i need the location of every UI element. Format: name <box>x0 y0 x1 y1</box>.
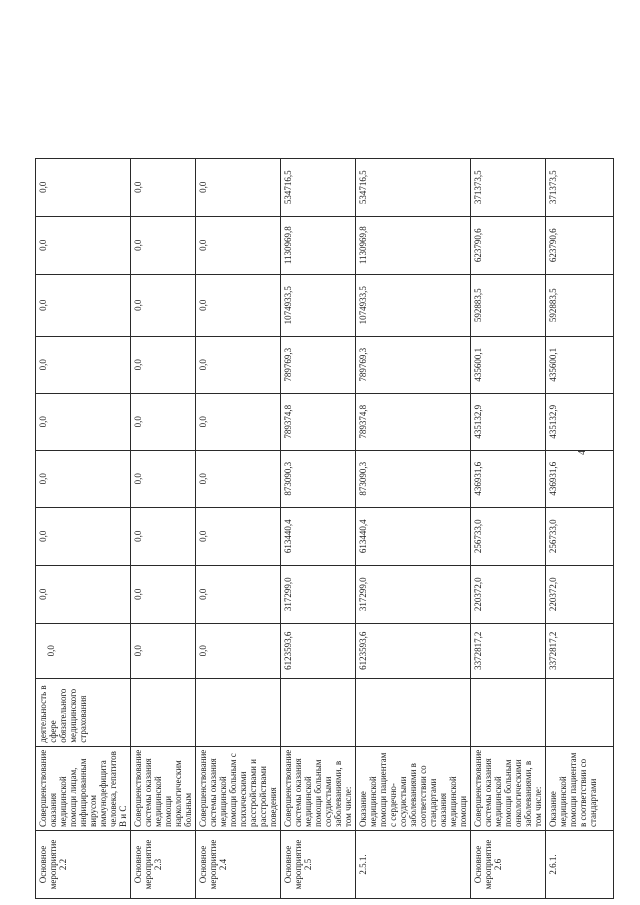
value-cell: 435132,9 <box>471 393 546 450</box>
value-cell: 435600,1 <box>471 336 546 393</box>
row-description: Совершенствование оказания медицинской помощи лицам, инфицированным вирусом иммунодефицита человека, гепатитов B и C <box>36 746 131 830</box>
row-code: Основное мероприятие 2.5 <box>281 831 356 899</box>
value-cell: 436931,6 <box>546 450 614 507</box>
budget-table <box>35 100 614 899</box>
value-cell: 0,0 <box>36 336 131 393</box>
row-description: Оказание медицинской помощи пациентам в соответствии со стандартами <box>546 746 614 830</box>
value-cell: 0,0 <box>36 507 131 565</box>
value-cell: 534716,5 <box>356 158 471 216</box>
table-row <box>196 100 281 898</box>
value-cell: 0,0 <box>131 623 196 678</box>
value-cell: 0,0 <box>131 565 196 623</box>
value-cell: 1074933,5 <box>281 274 356 336</box>
value-cell: 435132,9 <box>546 393 614 450</box>
value-cell: 0,0 <box>36 274 131 336</box>
value-cell: 0,0 <box>196 623 281 678</box>
value-cell: 220372,0 <box>546 565 614 623</box>
value-cell: 592883,5 <box>546 274 614 336</box>
value-cell: 789374,8 <box>356 393 471 450</box>
row-description: Оказание медицинской помощи пациентам с сердечно-сосудистыми заболеваниями в соответствии со стандартами оказания медицинской помощи <box>356 746 471 830</box>
page-number: 4 <box>577 450 588 455</box>
value-cell: 0,0 <box>196 158 281 216</box>
row-funding-source <box>471 678 546 746</box>
value-cell: 436931,6 <box>471 450 546 507</box>
value-cell: 256733,0 <box>546 507 614 565</box>
table-row <box>546 100 614 898</box>
value-cell: 220372,0 <box>471 565 546 623</box>
row-funding-source <box>356 678 471 746</box>
row-funding-source: деятельность в сфере обязательного медицинского страхования <box>36 678 131 746</box>
value-cell: 534716,5 <box>281 158 356 216</box>
value-cell: 3372817,2 <box>546 623 614 678</box>
value-cell: 0,0 <box>131 393 196 450</box>
value-cell: 0,0 <box>196 393 281 450</box>
value-cell: 0,0 <box>196 565 281 623</box>
value-cell: 789374,8 <box>281 393 356 450</box>
row-funding-source <box>281 678 356 746</box>
row-code: Основное мероприятие 2.6 <box>471 831 546 899</box>
row-description: Совершенствование системы оказания медицинской помощи больным онкологическими заболеваниями, в том числе: <box>471 746 546 830</box>
row-code: Основное мероприятие 2.3 <box>131 831 196 899</box>
value-cell: 0,0 <box>36 216 131 274</box>
value-cell: 317299,0 <box>356 565 471 623</box>
row-description: Совершенствование системы оказания медицинской помощи больным сосудистыми заболеваниями, в том числе: <box>281 746 356 830</box>
value-cell: 0,0 <box>36 158 131 216</box>
row-description: Совершенствование системы оказания медицинской помощи больным с психическими расстройствами и расстройствами поведения <box>196 746 281 830</box>
table-row <box>131 100 196 898</box>
value-cell: 623790,6 <box>546 216 614 274</box>
value-cell: 3372817,2 <box>471 623 546 678</box>
value-cell: 623790,6 <box>471 216 546 274</box>
value-cell: 0,0 <box>131 274 196 336</box>
value-cell: 0,0 <box>36 393 131 450</box>
row-code: Основное мероприятие 2.2 <box>36 831 131 899</box>
value-cell: 0,0 <box>196 216 281 274</box>
value-cell: 1130969,8 <box>356 216 471 274</box>
row-funding-source <box>546 678 614 746</box>
value-cell: 0,0 <box>36 565 131 623</box>
row-code: Основное мероприятие 2.4 <box>196 831 281 899</box>
value-cell: 0,0 <box>36 450 131 507</box>
value-cell: 0,0 <box>196 450 281 507</box>
row-description: Совершенствование системы оказания медицинской помощи наркологическим больным <box>131 746 196 830</box>
value-cell: 1130969,8 <box>281 216 356 274</box>
table-row <box>471 100 546 898</box>
value-cell: 0,0 <box>36 623 131 678</box>
value-cell: 371373,5 <box>471 158 546 216</box>
value-cell: 613440,4 <box>356 507 471 565</box>
row-funding-source <box>196 678 281 746</box>
value-cell: 0,0 <box>131 336 196 393</box>
value-cell: 873090,3 <box>356 450 471 507</box>
row-code: 2.5.1. <box>356 831 471 899</box>
value-cell: 317299,0 <box>281 565 356 623</box>
value-cell: 0,0 <box>196 274 281 336</box>
value-cell: 789769,3 <box>356 336 471 393</box>
value-cell: 789769,3 <box>281 336 356 393</box>
value-cell: 0,0 <box>131 158 196 216</box>
value-cell: 6123593,6 <box>356 623 471 678</box>
value-cell: 6123593,6 <box>281 623 356 678</box>
value-cell: 0,0 <box>131 507 196 565</box>
row-funding-source <box>131 678 196 746</box>
value-cell: 592883,5 <box>471 274 546 336</box>
table-row <box>36 100 131 898</box>
value-cell: 613440,4 <box>281 507 356 565</box>
value-cell: 435600,1 <box>546 336 614 393</box>
value-cell: 256733,0 <box>471 507 546 565</box>
value-cell: 873090,3 <box>281 450 356 507</box>
value-cell: 0,0 <box>131 216 196 274</box>
table-row <box>356 100 471 898</box>
table-row <box>281 100 356 898</box>
value-cell: 0,0 <box>196 336 281 393</box>
value-cell: 0,0 <box>196 507 281 565</box>
value-cell: 1074933,5 <box>356 274 471 336</box>
value-cell: 0,0 <box>131 450 196 507</box>
row-code: 2.6.1. <box>546 831 614 899</box>
value-cell: 371373,5 <box>546 158 614 216</box>
